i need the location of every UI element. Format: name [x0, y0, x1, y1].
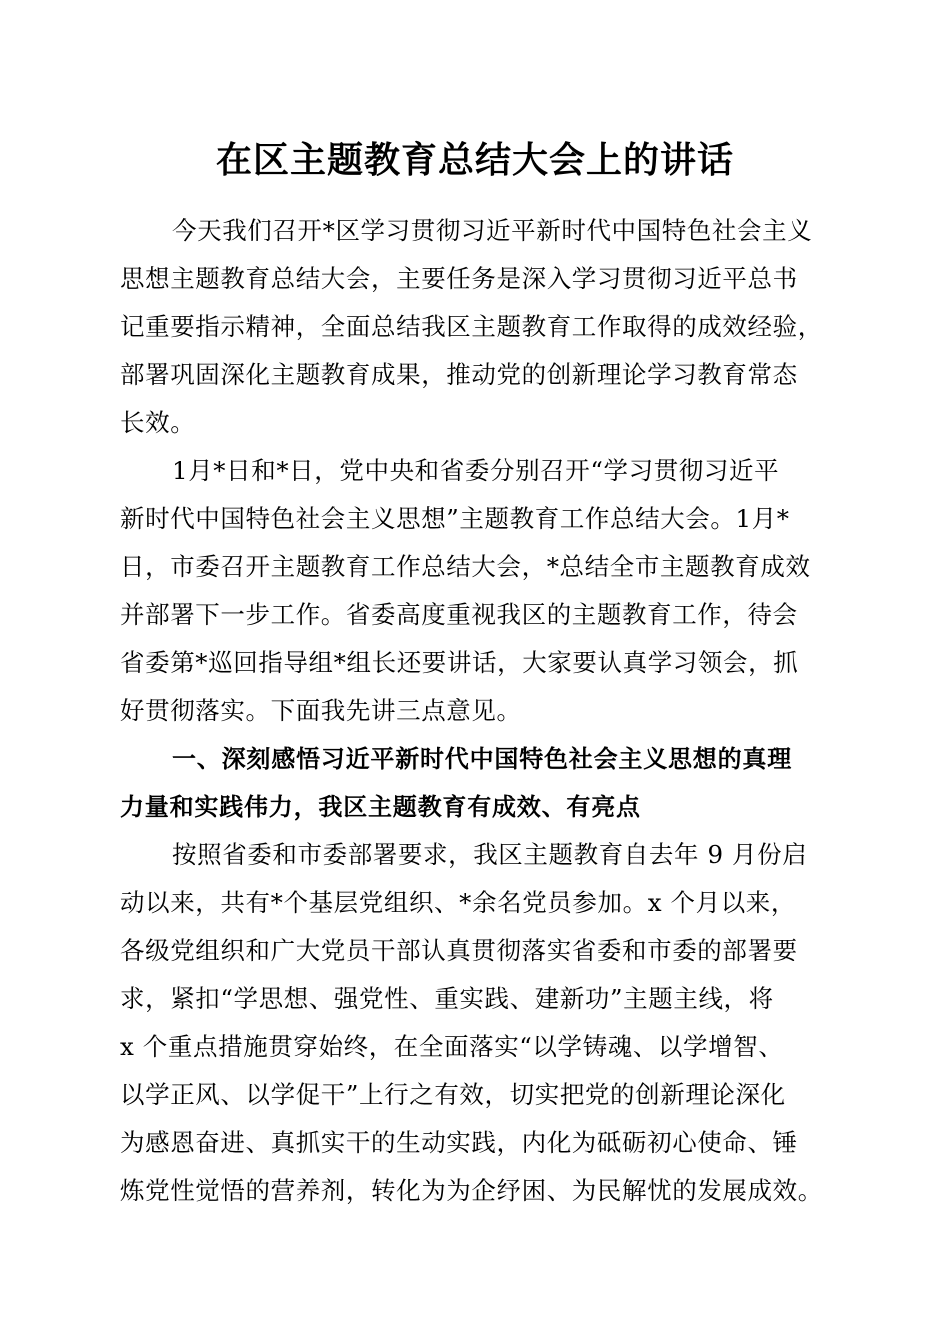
paragraph-2-line-4: 并部署下一步工作。省委高度重视我区的主题教育工作，待会	[120, 600, 798, 629]
document-title: 在区主题教育总结大会上的讲话	[215, 139, 734, 181]
paragraph-3-line-8: 炼党性觉悟的营养剂，转化为为企纾困、为民解忧的发展成效。	[120, 1176, 823, 1205]
paragraph-3-line-1: 按照省委和市委部署要求，我区主题教育自去年 9 月份启	[172, 840, 808, 869]
paragraph-2-line-5: 省委第*巡回指导组*组长还要讲话，大家要认真学习领会，抓	[120, 648, 799, 677]
paragraph-2-line-1: 1月*日和*日，党中央和省委分别召开“学习贯彻习近平	[172, 456, 780, 485]
paragraph-3-line-5: x 个重点措施贯穿始终，在全面落实“以学铸魂、以学增智、	[120, 1032, 784, 1061]
paragraph-1-line-1: 今天我们召开*区学习贯彻习近平新时代中国特色社会主义	[172, 216, 813, 245]
paragraph-2-line-6: 好贯彻落实。下面我先讲三点意见。	[120, 696, 522, 725]
paragraph-3-line-6: 以学正风、以学促干”上行之有效，切实把党的创新理论深化	[120, 1080, 786, 1109]
section-heading-1-line-2: 力量和实践伟力，我区主题教育有成效、有亮点	[120, 793, 641, 821]
paragraph-2-line-3: 日，市委召开主题教育工作总结大会，*总结全市主题教育成效	[120, 552, 811, 581]
paragraph-3-line-2: 动以来，共有*个基层党组织、*余名党员参加。x 个月以来，	[120, 888, 797, 917]
paragraph-3-line-7: 为感恩奋进、真抓实干的生动实践，内化为砥砺初心使命、锤	[120, 1128, 798, 1157]
paragraph-1-line-5: 长效。	[120, 408, 196, 437]
section-heading-1-line-1: 一、深刻感悟习近平新时代中国特色社会主义思想的真理	[172, 745, 792, 773]
paragraph-3-line-3: 各级党组织和广大党员干部认真贯彻落实省委和市委的部署要	[120, 936, 798, 965]
paragraph-2-line-2: 新时代中国特色社会主义思想”主题教育工作总结大会。1月*	[120, 504, 790, 533]
paragraph-1-line-3: 记重要指示精神，全面总结我区主题教育工作取得的成效经验，	[120, 312, 823, 341]
paragraph-3-line-4: 求，紧扣“学思想、强党性、重实践、建新功”主题主线，将	[120, 984, 774, 1013]
paragraph-1-line-2: 思想主题教育总结大会，主要任务是深入学习贯彻习近平总书	[120, 264, 798, 293]
paragraph-1-line-4: 部署巩固深化主题教育成果，推动党的创新理论学习教育常态	[120, 360, 798, 389]
